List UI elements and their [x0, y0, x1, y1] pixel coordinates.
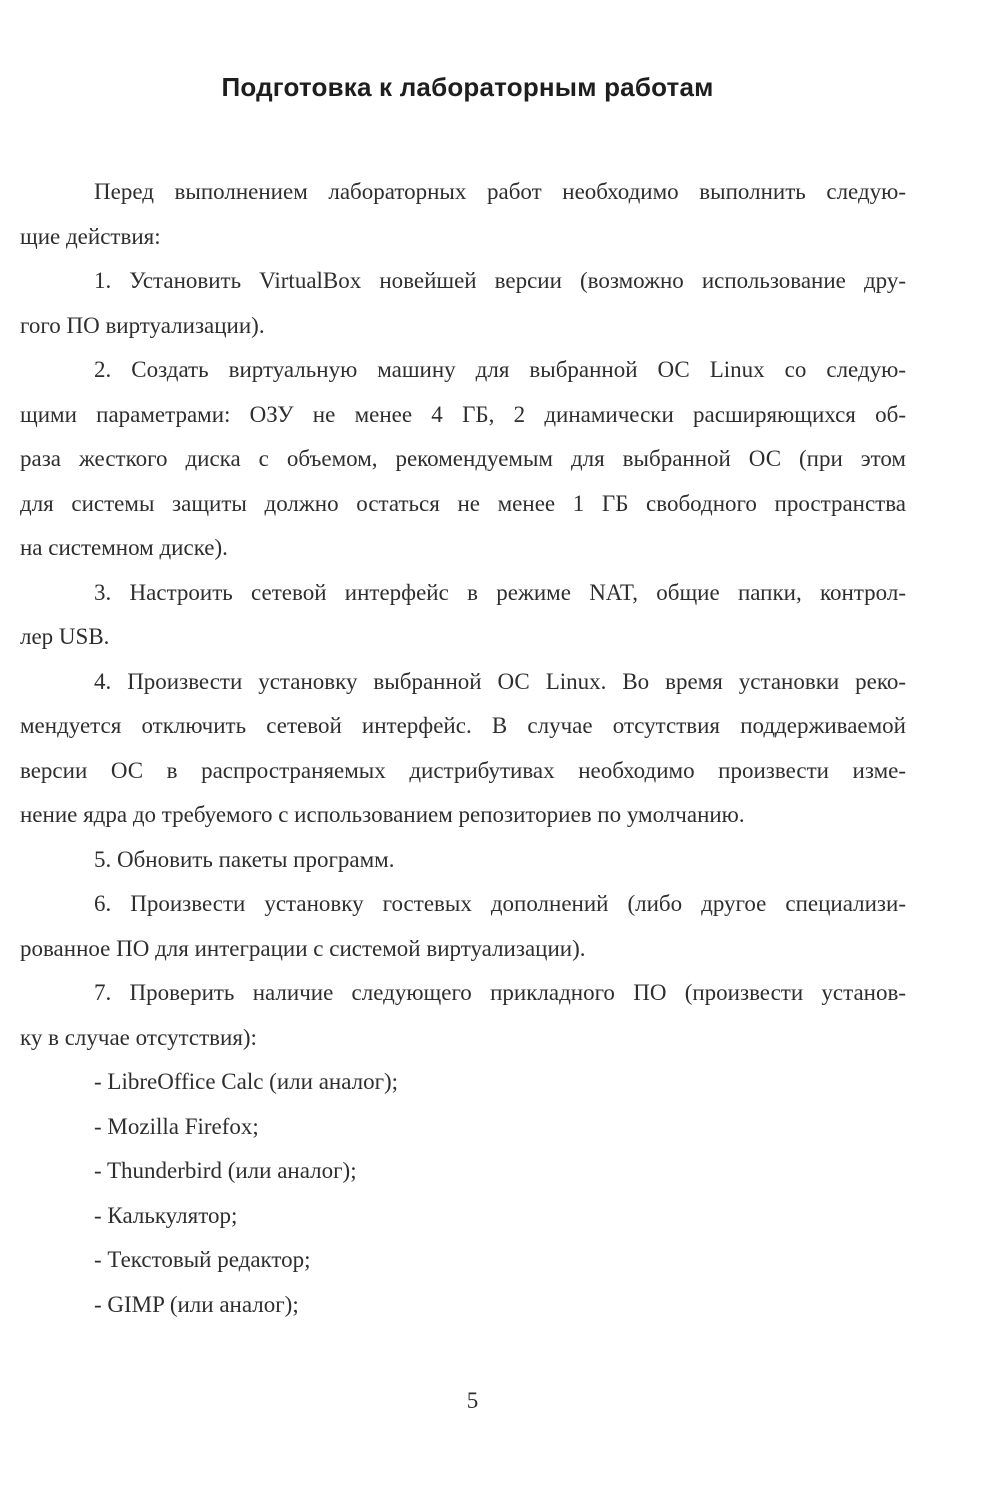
paragraph-line: 5. Обновить пакеты программ. [94, 846, 395, 872]
paragraph-line: лер USB. [20, 624, 110, 649]
paragraph-line: гого ПО виртуализации). [20, 312, 265, 338]
paragraph-line: на системном диске). [20, 535, 228, 560]
paragraph-line: щие действия: [20, 223, 161, 249]
paragraph-line: 2. Создать виртуальную машину для выбранной ОС Linux со следую- [94, 357, 906, 382]
intro-paragraph [20, 170, 906, 259]
step-1-paragraph [20, 259, 906, 348]
step-4-paragraph [20, 660, 906, 838]
paragraph-line: 1. Установить VirtualBox новейшей версии (возможно использование дру- [94, 268, 906, 293]
step-7-paragraph [20, 971, 906, 1060]
software-list [94, 1060, 906, 1327]
paragraph-line: 6. Произвести установку гостевых дополнений (либо другое специализи- [94, 891, 906, 916]
page-number: 5 [466, 1388, 479, 1413]
step-5-paragraph [94, 838, 906, 883]
paragraph-line: нение ядра до требуемого с использованием репозиториев по умолчанию. [20, 802, 745, 827]
paragraph-line: раза жесткого диска с объемом, рекомендуемым для выбранной ОС (при этом [20, 446, 906, 471]
paragraph-line: 7. Проверить наличие следующего прикладного ПО (произвести установ- [94, 980, 906, 1005]
step-6-paragraph [20, 882, 906, 971]
list-item: - Thunderbird (или аналог); [94, 1158, 357, 1183]
paragraph-line: Перед выполнением лабораторных работ необходимо выполнить следую- [94, 179, 906, 204]
list-item: - LibreOffice Calc (или аналог); [94, 1069, 399, 1094]
paragraph-line: щими параметрами: ОЗУ не менее 4 ГБ, 2 динамически расширяющихся об- [20, 401, 906, 427]
paragraph-line: ку в случае отсутствия): [20, 1024, 257, 1050]
step-3-paragraph [20, 571, 906, 660]
list-item: - Текстовый редактор; [94, 1247, 311, 1272]
paragraph-line: для системы защиты должно остаться не менее 1 ГБ свободного пространства [20, 490, 906, 516]
paragraph-line: рованное ПО для интеграции с системой виртуализации). [20, 935, 586, 961]
page-title: Подготовка к лабораторным работам [221, 72, 714, 102]
step-2-paragraph [20, 348, 906, 571]
paragraph-line: мендуется отключить сетевой интерфейс. В случае отсутствия поддерживаемой [20, 713, 906, 738]
document-body [20, 170, 906, 1327]
paragraph-line: версии ОС в распространяемых дистрибутивах необходимо произвести изме- [20, 757, 906, 783]
paragraph-line: 4. Произвести установку выбранной ОС Linux. Во время установки реко- [94, 668, 906, 694]
list-item: - GIMP (или аналог); [94, 1291, 299, 1317]
list-item: - Калькулятор; [94, 1202, 238, 1228]
list-item: - Mozilla Firefox; [94, 1113, 259, 1139]
paragraph-line: 3. Настроить сетевой интерфейс в режиме NAT, общие папки, контрол- [94, 579, 906, 605]
